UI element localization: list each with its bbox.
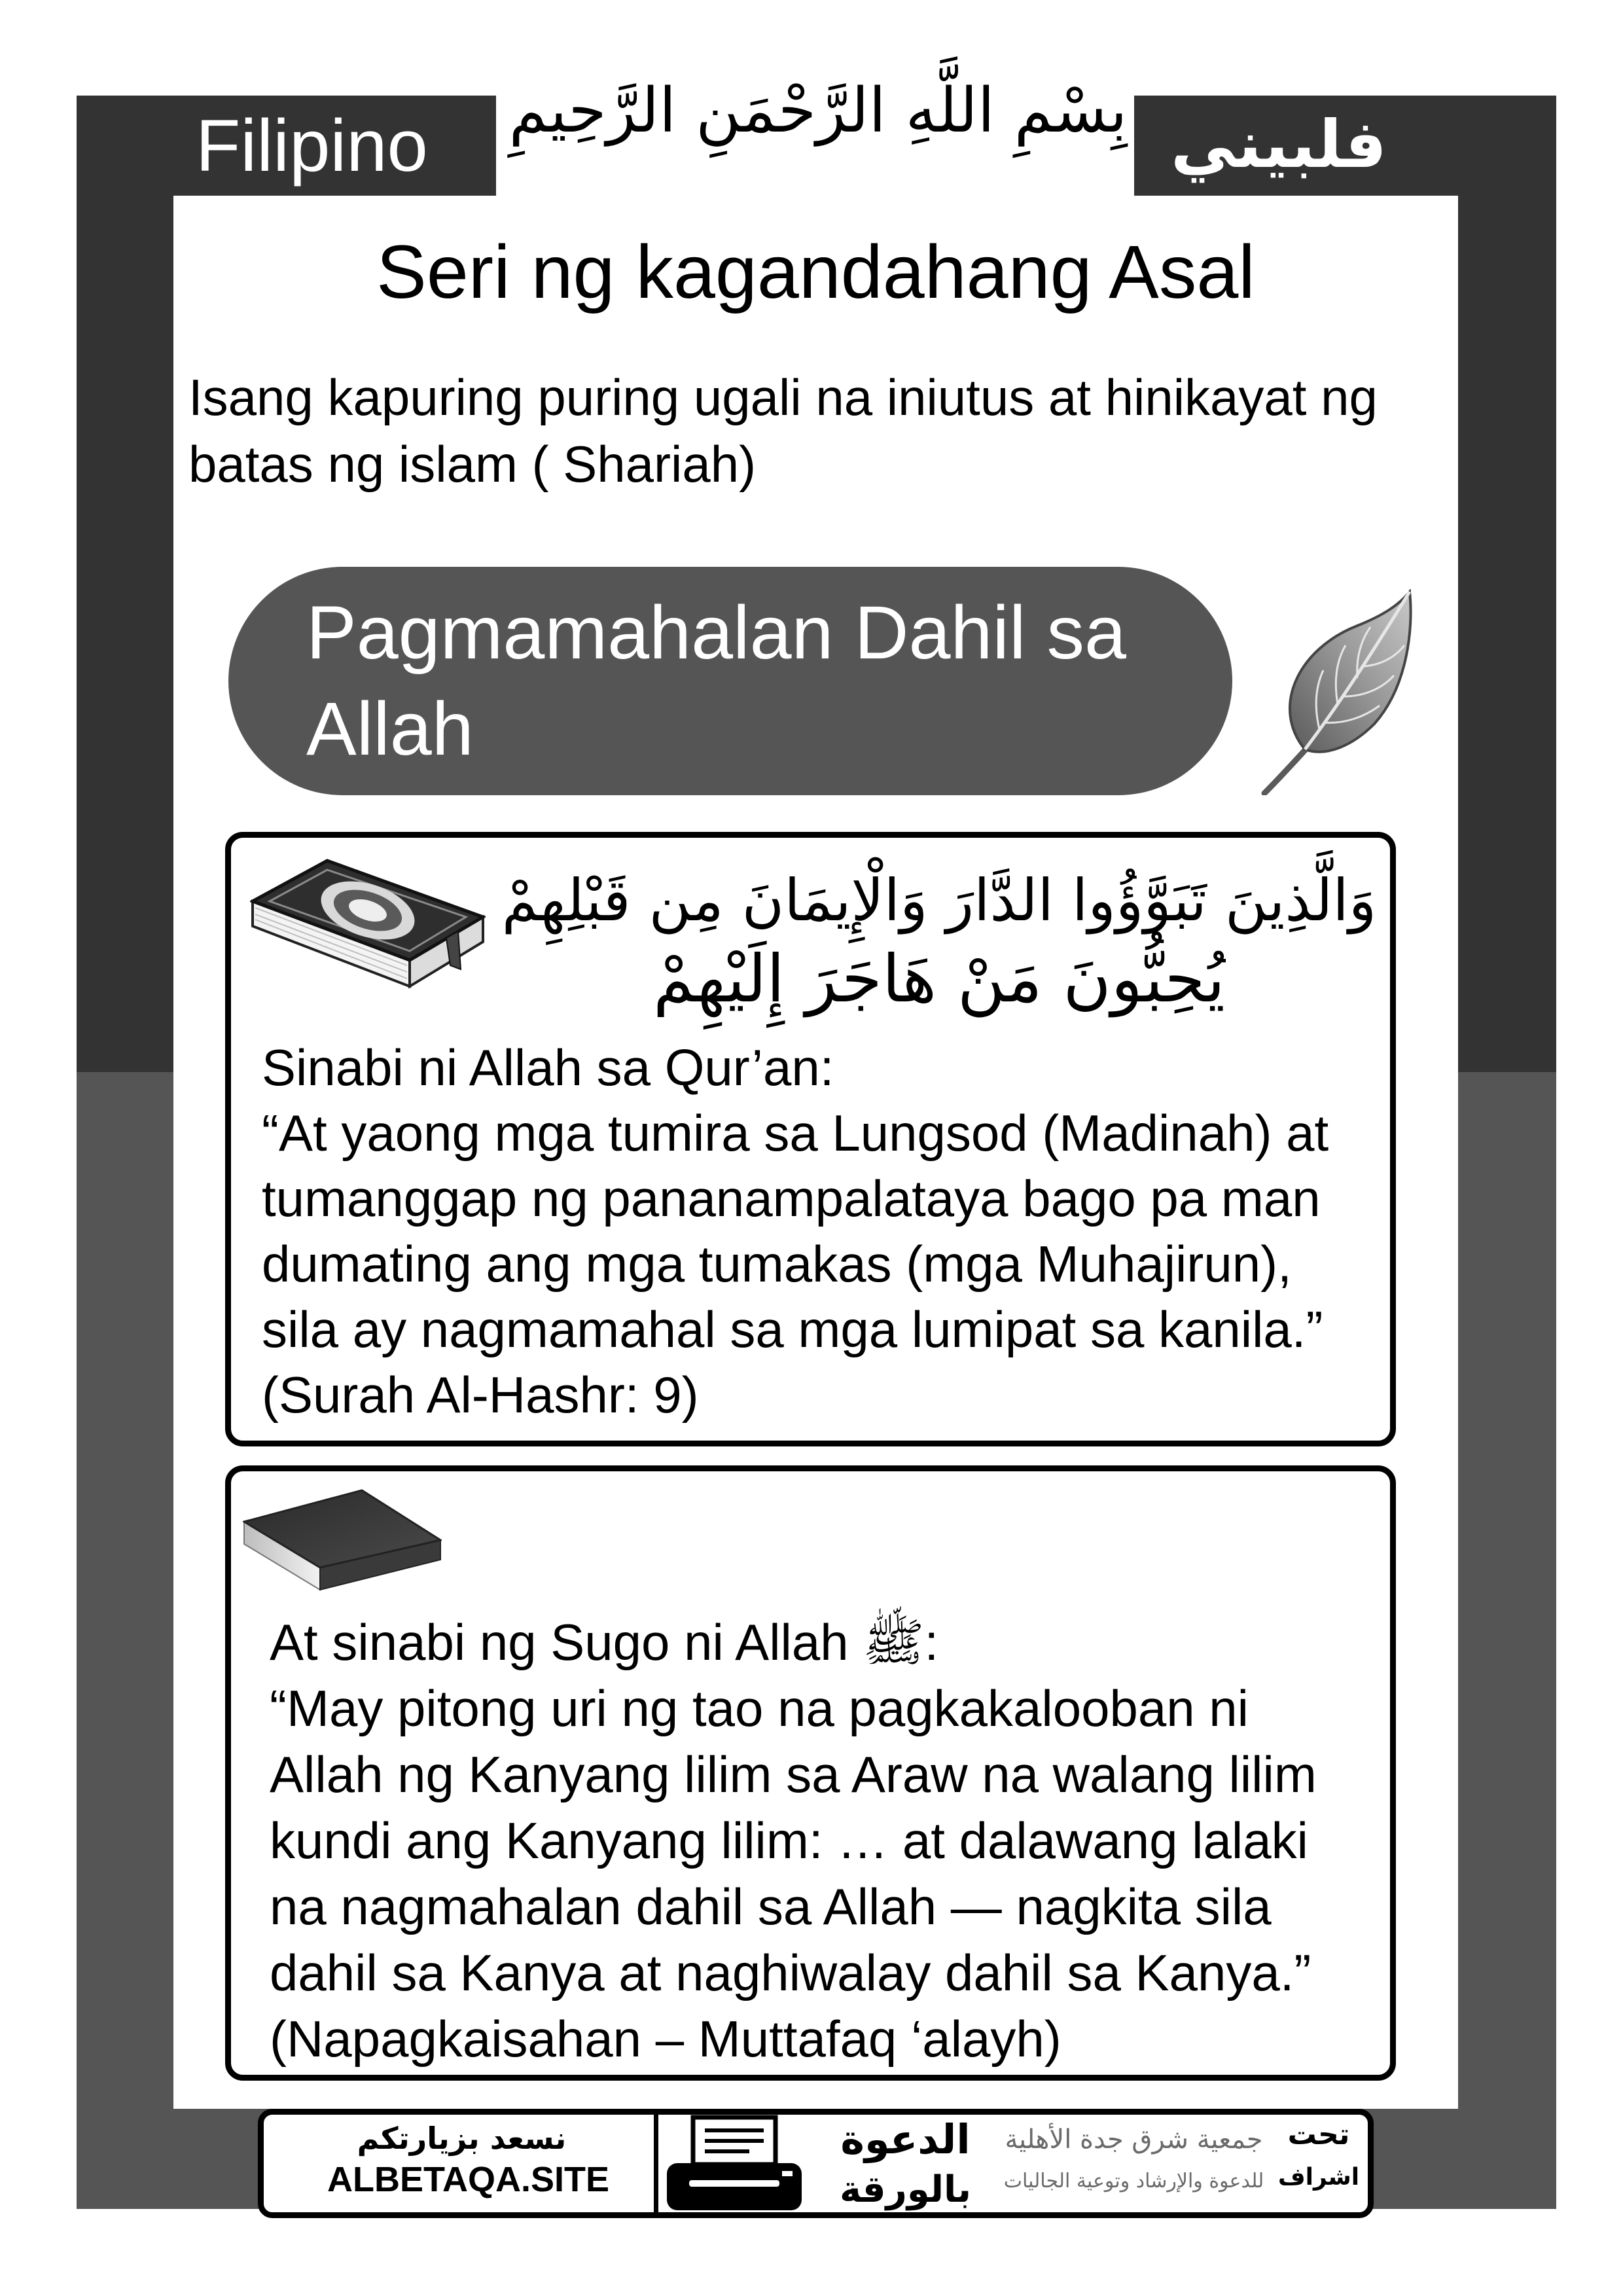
supervision-text: اشراف [1277, 2164, 1360, 2191]
language-label-arabic-text: فلبيني [1171, 106, 1387, 183]
subtitle-line: batas ng islam ( Shariah) [188, 435, 757, 493]
logo-line [839, 2115, 972, 2163]
arabic-verse-line [497, 857, 1381, 939]
footer-bar [258, 2109, 1374, 2218]
text-line: “At yaong mga tumira sa Lungsod (Madinah) at [262, 1104, 1329, 1162]
topic-title-line: Allah [306, 687, 474, 771]
language-label-arabic [1134, 96, 1556, 196]
language-label-filipino: Filipino [196, 105, 428, 187]
supervision-label [1276, 2115, 1361, 2212]
supervision-line [1276, 2155, 1361, 2196]
leaf-icon [1259, 589, 1414, 795]
supervision-text: تحت [1287, 2118, 1350, 2151]
bismillah-text: بِسْمِ اللَّهِ الرَّحْمَنِ الرَّحِيمِ [508, 75, 1128, 147]
logo-text: الدعوة [840, 2115, 971, 2163]
bismillah-calligraphy [504, 20, 1132, 190]
text-line: dumating ang mga tumakas (mga Muhajirun), [262, 1235, 1292, 1293]
hadith-translation [270, 1609, 1317, 2072]
text-line: sila ay nagmamahal sa mga lumipat sa kanila.” [262, 1300, 1323, 1358]
dawah-logo [839, 2115, 972, 2212]
text-line: Allah ng Kanyang lilim sa Araw na walang lilim [270, 1746, 1317, 1803]
footer-divider [654, 2115, 658, 2212]
text-line: (Surah Al-Hashr: 9) [262, 1366, 699, 1424]
welcome-text: نسعد بزيارتكم [357, 2121, 567, 2156]
organization-text: جمعية شرق جدة الأهلية [1005, 2125, 1263, 2155]
text-line: At sinabi ng Sugo ni Allah ﷺ: [270, 1613, 939, 1671]
organization-line [1001, 2161, 1266, 2200]
organization-line [1001, 2115, 1266, 2158]
text-line: kundi ang Kanyang lilim: … at dalawang lalaki [270, 1812, 1308, 1869]
printer-icon [664, 2115, 804, 2212]
subtitle [188, 364, 1378, 497]
organization-text: للدعوة والإرشاد وتوعية الجاليات [1003, 2170, 1264, 2193]
text-line: na nagmahalan dahil sa Allah — nagkita sila [270, 1878, 1272, 1935]
website-text: ALBETAQA.SITE [327, 2160, 609, 2199]
text-line: (Napagkaisahan – Muttafaq ‘alayh) [270, 2010, 1061, 2068]
text-line: Sinabi ni Allah sa Qur’an: [262, 1039, 834, 1096]
text-line: “May pitong uri ng tao na pagkakalooban ni [270, 1679, 1249, 1737]
arabic-verse-text: وَالَّذِينَ تَبَوَّؤُوا الدَّارَ وَالْإِيمَانَ مِن قَبْلِهِمْ [501, 867, 1377, 934]
page-title: Seri ng kagandahang Asal [376, 230, 1255, 314]
logo-line [839, 2163, 972, 2212]
quran-verse-translation [262, 1035, 1329, 1427]
text-line: dahil sa Kanya at naghiwalay dahil sa Kanya.” [270, 1944, 1311, 2001]
subtitle-line: Isang kapuring puring ugali na iniutus at hinikayat ng [188, 368, 1378, 426]
arabic-verse-text: يُحِبُّونَ مَنْ هَاجَرَ إِلَيْهِمْ [653, 941, 1225, 1017]
book-icon [243, 1488, 442, 1592]
arabic-verse-line [497, 939, 1381, 1020]
topic-title [306, 585, 1126, 778]
logo-text: بالورقة [839, 2168, 972, 2211]
topic-title-line: Pagmamahalan Dahil sa [306, 591, 1126, 675]
quran-book-icon [250, 854, 486, 1001]
organization-name [1001, 2115, 1266, 2212]
supervision-line [1276, 2115, 1361, 2155]
text-line: tumanggap ng pananampalataya bago pa man [262, 1170, 1321, 1227]
quran-verse-arabic [497, 857, 1381, 1020]
